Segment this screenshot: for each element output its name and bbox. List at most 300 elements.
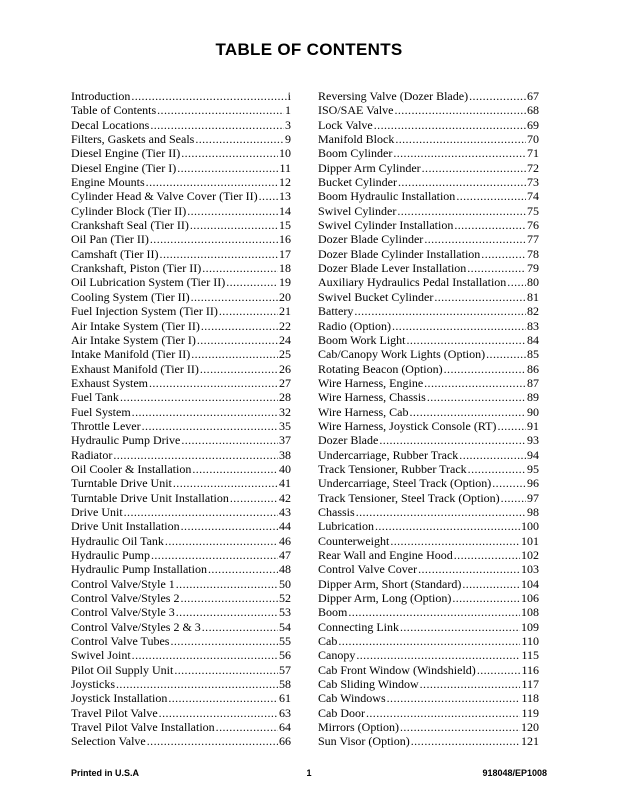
toc-entry-page: 55 bbox=[279, 634, 291, 649]
toc-entry-page: 32 bbox=[279, 404, 291, 419]
toc-entry bbox=[318, 448, 539, 462]
toc-entry-page: 19 bbox=[279, 275, 291, 290]
toc-entry bbox=[71, 562, 291, 576]
toc-entry-title: Boom bbox=[318, 605, 348, 620]
toc-entry bbox=[318, 362, 539, 376]
toc-entry-title: Turntable Drive Unit bbox=[71, 476, 172, 491]
toc-entry-title: Exhaust Manifold (Tier II) bbox=[71, 361, 199, 376]
toc-entry bbox=[71, 433, 291, 447]
toc-entry-page: 10 bbox=[279, 146, 291, 161]
toc-entry-page: 104 bbox=[521, 576, 539, 591]
toc-entry-title: Swivel Bucket Cylinder bbox=[318, 289, 434, 304]
toc-entry-page: 14 bbox=[279, 203, 291, 218]
dot-leader bbox=[395, 132, 526, 146]
toc-entry bbox=[318, 663, 539, 677]
toc-entry bbox=[71, 261, 291, 275]
toc-entry-page: 47 bbox=[279, 548, 291, 562]
footer-document-number: 918048/EP1008 bbox=[482, 768, 547, 778]
toc-entry-title: Dozer Blade Lever Installation bbox=[318, 261, 467, 276]
dot-leader bbox=[176, 605, 278, 619]
toc-entry bbox=[71, 304, 291, 318]
toc-entry-page: 15 bbox=[279, 218, 291, 233]
toc-entry-page: 40 bbox=[279, 461, 291, 476]
toc-entry-page: 58 bbox=[279, 677, 291, 692]
toc-entry-page: 35 bbox=[279, 418, 291, 433]
dot-leader bbox=[219, 304, 278, 318]
toc-entry-page: 28 bbox=[279, 390, 291, 405]
toc-entry-title: Decal Locations bbox=[71, 117, 150, 132]
toc-entry-page: 70 bbox=[527, 132, 539, 147]
toc-entry-title: Cylinder Block (Tier II) bbox=[71, 203, 187, 218]
toc-entry bbox=[318, 189, 539, 203]
toc-entry-page: 80 bbox=[527, 275, 539, 290]
toc-entry bbox=[318, 275, 539, 289]
toc-entry-title: Hydraulic Oil Tank bbox=[71, 533, 164, 548]
dot-leader bbox=[177, 161, 278, 175]
toc-entry-page: 37 bbox=[279, 433, 291, 448]
toc-entry-title: Fuel Injection System (Tier II) bbox=[71, 304, 218, 319]
toc-entry bbox=[71, 218, 291, 232]
toc-entry bbox=[318, 247, 539, 261]
toc-entry-title: Travel Pilot Valve Installation bbox=[71, 720, 215, 735]
dot-leader bbox=[160, 247, 278, 261]
toc-entry-title: Rear Wall and Engine Hood bbox=[318, 548, 453, 562]
toc-entry-title: Boom Work Light bbox=[318, 332, 406, 347]
toc-entry-title: Filters, Gaskets and Seals bbox=[71, 132, 195, 147]
toc-entry bbox=[71, 333, 291, 347]
toc-entry-page: 54 bbox=[279, 619, 291, 634]
toc-entry-title: Swivel Joint bbox=[71, 648, 131, 663]
toc-entry bbox=[71, 476, 291, 490]
toc-entry-title: Control Valve/Styles 2 bbox=[71, 591, 180, 606]
toc-entry-page: 12 bbox=[279, 175, 291, 190]
toc-entry-title: Diesel Engine (Tier II) bbox=[71, 146, 181, 161]
dot-leader bbox=[501, 491, 526, 505]
dot-leader bbox=[418, 562, 520, 576]
toc-entry-title: Drive Unit bbox=[71, 504, 123, 519]
toc-entry-title: Sun Visor (Option) bbox=[318, 734, 410, 749]
toc-entry bbox=[71, 319, 291, 333]
toc-entry bbox=[71, 605, 291, 619]
toc-entry-title: Radio (Option) bbox=[318, 318, 391, 333]
dot-leader bbox=[434, 290, 526, 304]
dot-leader bbox=[191, 290, 278, 304]
toc-entry bbox=[71, 362, 291, 376]
dot-leader bbox=[174, 663, 278, 677]
toc-entry-page: 27 bbox=[279, 375, 291, 390]
toc-entry bbox=[71, 491, 291, 505]
dot-leader bbox=[354, 304, 526, 318]
dot-leader bbox=[120, 390, 278, 404]
dot-leader bbox=[176, 577, 278, 591]
toc-entry bbox=[318, 706, 539, 720]
toc-entry-title: Radiator bbox=[71, 447, 113, 462]
toc-entry-page: 43 bbox=[279, 504, 291, 519]
toc-entry bbox=[71, 620, 291, 634]
toc-entry bbox=[318, 390, 539, 404]
toc-entry-page: 25 bbox=[279, 347, 291, 362]
toc-entry-title: Rotating Beacon (Option) bbox=[318, 361, 443, 376]
toc-entry bbox=[318, 347, 539, 361]
dot-leader bbox=[173, 476, 278, 490]
dot-leader bbox=[157, 103, 284, 117]
dot-leader bbox=[116, 677, 278, 691]
toc-entry bbox=[71, 691, 291, 705]
toc-entry-title: Air Intake System (Tier II) bbox=[71, 318, 200, 333]
toc-entry-title: Cylinder Head & Valve Cover (Tier II) bbox=[71, 189, 258, 204]
dot-leader bbox=[387, 691, 521, 705]
toc-entry bbox=[318, 218, 539, 232]
toc-entry bbox=[318, 720, 539, 734]
toc-entry-title: Boom Hydraulic Installation bbox=[318, 189, 456, 204]
dot-leader bbox=[356, 505, 526, 519]
toc-entry-page: 98 bbox=[527, 504, 539, 519]
toc-entry-page: 52 bbox=[279, 591, 291, 606]
toc-entry-page: 1 bbox=[285, 103, 291, 118]
dot-leader bbox=[202, 620, 278, 634]
toc-entry-title: Oil Lubrication System (Tier II) bbox=[71, 275, 226, 290]
toc-entry-title: Wire Harness, Joystick Console (RT) bbox=[318, 418, 497, 433]
toc-entry bbox=[318, 491, 539, 505]
toc-entry-page: 26 bbox=[279, 361, 291, 376]
toc-entry bbox=[318, 605, 539, 619]
dot-leader bbox=[226, 275, 278, 289]
toc-entry-page: 78 bbox=[527, 246, 539, 261]
toc-entry-title: Canopy bbox=[318, 648, 356, 663]
toc-entry-title: Dipper Arm, Short (Standard) bbox=[318, 576, 462, 591]
dot-leader bbox=[454, 218, 526, 232]
toc-entry-page: 56 bbox=[279, 648, 291, 663]
toc-entry bbox=[318, 562, 539, 576]
toc-entry-title: Diesel Engine (Tier I) bbox=[71, 160, 177, 175]
toc-entry-page: 74 bbox=[527, 189, 539, 204]
dot-leader bbox=[159, 706, 278, 720]
toc-entry bbox=[71, 677, 291, 691]
dot-leader bbox=[191, 347, 278, 361]
toc-entry-title: Engine Mounts bbox=[71, 175, 145, 190]
dot-leader bbox=[467, 261, 526, 275]
dot-leader bbox=[230, 491, 278, 505]
toc-entry bbox=[318, 161, 539, 175]
toc-entry-title: Manifold Block bbox=[318, 132, 395, 147]
dot-leader bbox=[181, 146, 278, 160]
toc-entry-page: 16 bbox=[279, 232, 291, 247]
toc-entry-page: 17 bbox=[279, 246, 291, 261]
toc-entry-title: Dipper Arm Cylinder bbox=[318, 160, 421, 175]
toc-entry bbox=[318, 376, 539, 390]
toc-entry-page: 76 bbox=[527, 218, 539, 233]
toc-entry bbox=[71, 204, 291, 218]
toc-entry-title: Wire Harness, Engine bbox=[318, 375, 424, 390]
toc-entry-title: Undercarriage, Steel Track (Option) bbox=[318, 476, 492, 491]
toc-entry bbox=[71, 448, 291, 462]
toc-entry-title: Lubrication bbox=[318, 519, 374, 534]
toc-entry bbox=[71, 290, 291, 304]
toc-entry-page: 42 bbox=[279, 490, 291, 505]
toc-entry-page: 81 bbox=[527, 289, 539, 304]
dot-leader bbox=[131, 89, 286, 103]
toc-entry-page: 66 bbox=[279, 734, 291, 749]
toc-entry bbox=[318, 648, 539, 662]
dot-leader bbox=[374, 118, 526, 132]
toc-entry bbox=[318, 577, 539, 591]
dot-leader bbox=[113, 448, 278, 462]
toc-entry bbox=[71, 146, 291, 160]
toc-entry-page: 101 bbox=[521, 533, 539, 548]
dot-leader bbox=[411, 734, 520, 748]
toc-entry-page: 100 bbox=[521, 519, 539, 534]
toc-entry bbox=[318, 462, 539, 476]
dot-leader bbox=[338, 634, 520, 648]
toc-entry-title: Mirrors (Option) bbox=[318, 720, 399, 735]
dot-leader bbox=[456, 189, 526, 203]
toc-entry bbox=[71, 577, 291, 591]
toc-entry bbox=[318, 290, 539, 304]
toc-entry-page: 64 bbox=[279, 720, 291, 735]
toc-entry bbox=[71, 161, 291, 175]
toc-entry-title: Cab/Canopy Work Lights (Option) bbox=[318, 347, 486, 362]
toc-entry-title: Intake Manifold (Tier II) bbox=[71, 347, 191, 362]
toc-entry-title: Cab Sliding Window bbox=[318, 677, 419, 692]
toc-entry bbox=[71, 232, 291, 246]
dot-leader bbox=[165, 534, 278, 548]
toc-entry-page: 121 bbox=[521, 734, 539, 749]
toc-entry-page: 91 bbox=[527, 418, 539, 433]
toc-entry-page: 115 bbox=[521, 648, 539, 663]
toc-entry-title: Joystick Installation bbox=[71, 691, 168, 706]
dot-leader bbox=[201, 319, 278, 333]
toc-entry-page: 110 bbox=[521, 634, 539, 649]
dot-leader bbox=[132, 648, 278, 662]
toc-entry bbox=[71, 519, 291, 533]
dot-leader bbox=[348, 605, 520, 619]
dot-leader bbox=[392, 319, 526, 333]
toc-entry bbox=[71, 118, 291, 132]
dot-leader bbox=[406, 333, 526, 347]
toc-entry-title: Battery bbox=[318, 304, 354, 319]
toc-entry bbox=[71, 189, 291, 203]
toc-entry-page: 44 bbox=[279, 519, 291, 534]
toc-entry-page: 97 bbox=[527, 490, 539, 505]
toc-entry bbox=[318, 548, 539, 562]
footer-page-number: 1 bbox=[306, 768, 312, 778]
toc-entry-page: 24 bbox=[279, 332, 291, 347]
toc-entry-title: Dozer Blade Cylinder bbox=[318, 232, 424, 247]
toc-entry-page: 118 bbox=[521, 691, 539, 706]
toc-entry-page: 108 bbox=[521, 605, 539, 620]
toc-entry bbox=[318, 534, 539, 548]
toc-entry-title: Swivel Cylinder bbox=[318, 203, 397, 218]
dot-leader bbox=[420, 677, 521, 691]
toc-entry bbox=[318, 519, 539, 533]
toc-entry-title: Oil Pan (Tier II) bbox=[71, 232, 149, 247]
dot-leader bbox=[444, 362, 526, 376]
dot-leader bbox=[190, 218, 278, 232]
toc-entry-title: Exhaust System bbox=[71, 375, 148, 390]
toc-entry-page: 84 bbox=[527, 332, 539, 347]
toc-entry bbox=[71, 347, 291, 361]
toc-entry-title: Cab bbox=[318, 634, 338, 649]
dot-leader bbox=[195, 132, 284, 146]
toc-entry-page: 72 bbox=[527, 160, 539, 175]
toc-entry bbox=[318, 232, 539, 246]
toc-entry-title: Fuel Tank bbox=[71, 390, 119, 405]
toc-entry-title: Dozer Blade Cylinder Installation bbox=[318, 246, 481, 261]
dot-leader bbox=[366, 706, 520, 720]
dot-leader bbox=[492, 476, 526, 490]
dot-leader bbox=[507, 275, 526, 289]
dot-leader bbox=[397, 204, 526, 218]
toc-entry bbox=[71, 419, 291, 433]
toc-entry-page: 95 bbox=[527, 461, 539, 476]
toc-entry-page: 77 bbox=[527, 232, 539, 247]
toc-entry-page: 120 bbox=[521, 720, 539, 735]
page-title: TABLE OF CONTENTS bbox=[215, 40, 403, 59]
toc-entry-page: 83 bbox=[527, 318, 539, 333]
toc-entry-title: Camshaft (Tier II) bbox=[71, 246, 159, 261]
toc-entry-page: 109 bbox=[521, 619, 539, 634]
toc-entry-page: 61 bbox=[279, 691, 291, 706]
dot-leader bbox=[259, 189, 278, 203]
dot-leader bbox=[216, 720, 278, 734]
toc-entry-title: Travel Pilot Valve bbox=[71, 705, 158, 720]
toc-entry-page: 53 bbox=[279, 605, 291, 620]
dot-leader bbox=[187, 204, 278, 218]
toc-entry-page: 106 bbox=[521, 591, 539, 606]
toc-entry bbox=[71, 648, 291, 662]
toc-entry bbox=[71, 405, 291, 419]
toc-entry-page: 3 bbox=[285, 117, 291, 132]
toc-entry-page: 89 bbox=[527, 390, 539, 405]
toc-entry-page: 117 bbox=[521, 677, 539, 692]
dot-leader bbox=[197, 333, 278, 347]
toc-entry-title: Auxiliary Hydraulics Pedal Installation bbox=[318, 275, 507, 290]
dot-leader bbox=[150, 232, 278, 246]
toc-entry-title: Boom Cylinder bbox=[318, 146, 393, 161]
toc-entry-page: 38 bbox=[279, 447, 291, 462]
dot-leader bbox=[394, 103, 526, 117]
toc-entry bbox=[318, 591, 539, 605]
toc-entry bbox=[71, 548, 291, 562]
toc-entry bbox=[318, 89, 539, 103]
toc-entry-title: Dozer Blade bbox=[318, 433, 379, 448]
dot-leader bbox=[151, 548, 278, 562]
toc-entry-page: 85 bbox=[527, 347, 539, 362]
toc-entry bbox=[318, 304, 539, 318]
toc-entry bbox=[71, 462, 291, 476]
dot-leader bbox=[356, 648, 520, 662]
toc-entry-title: Control Valve/Style 1 bbox=[71, 576, 175, 591]
toc-entry bbox=[71, 505, 291, 519]
toc-entry-title: Connecting Link bbox=[318, 619, 399, 634]
toc-entry-page: 13 bbox=[279, 189, 291, 204]
toc-entry bbox=[71, 734, 291, 748]
toc-entry-title: Pilot Oil Supply Unit bbox=[71, 662, 174, 677]
dot-leader bbox=[410, 405, 527, 419]
toc-entry-page: 71 bbox=[527, 146, 539, 161]
toc-entry-page: 50 bbox=[279, 576, 291, 591]
toc-entry bbox=[318, 175, 539, 189]
toc-entry-title: Swivel Cylinder Installation bbox=[318, 218, 454, 233]
toc-entry bbox=[318, 677, 539, 691]
dot-leader bbox=[398, 175, 526, 189]
dot-leader bbox=[424, 232, 526, 246]
toc-entry bbox=[71, 275, 291, 289]
toc-entry-page: 102 bbox=[521, 548, 539, 562]
toc-entry bbox=[71, 534, 291, 548]
toc-entry bbox=[318, 691, 539, 705]
toc-entry-title: Counterweight bbox=[318, 533, 390, 548]
toc-entry bbox=[71, 103, 291, 117]
toc-entry bbox=[71, 376, 291, 390]
toc-entry-page: 75 bbox=[527, 203, 539, 218]
toc-entry-title: Cooling System (Tier II) bbox=[71, 289, 190, 304]
toc-entry-page: 119 bbox=[521, 705, 539, 720]
dot-leader bbox=[375, 519, 520, 533]
toc-entry bbox=[71, 663, 291, 677]
toc-entry bbox=[318, 505, 539, 519]
toc-entry bbox=[71, 706, 291, 720]
dot-leader bbox=[150, 118, 284, 132]
toc-left-column bbox=[71, 89, 291, 749]
toc-entry bbox=[318, 204, 539, 218]
toc-entry-title: Air Intake System (Tier I) bbox=[71, 332, 196, 347]
toc-entry-title: Control Valve Cover bbox=[318, 562, 418, 577]
dot-leader bbox=[180, 591, 278, 605]
toc-entry-page: 11 bbox=[279, 160, 291, 175]
dot-leader bbox=[497, 419, 526, 433]
toc-entry-title: Crankshaft Seal (Tier II) bbox=[71, 218, 189, 233]
toc-entry-page: 46 bbox=[279, 533, 291, 548]
toc-entry-title: Drive Unit Installation bbox=[71, 519, 180, 534]
toc-entry-page: 90 bbox=[527, 404, 539, 419]
toc-entry-title: Dipper Arm, Long (Option) bbox=[318, 591, 452, 606]
toc-entry bbox=[318, 433, 539, 447]
toc-entry-page: 18 bbox=[279, 261, 291, 276]
toc-entry-page: 86 bbox=[527, 361, 539, 376]
dot-leader bbox=[390, 534, 520, 548]
dot-leader bbox=[168, 691, 278, 705]
toc-entry bbox=[71, 390, 291, 404]
toc-entry bbox=[318, 419, 539, 433]
toc-entry bbox=[71, 720, 291, 734]
toc-entry-title: Cab Front Window (Windshield) bbox=[318, 662, 476, 677]
toc-entry bbox=[71, 89, 291, 103]
dot-leader bbox=[477, 663, 521, 677]
toc-entry-page: 63 bbox=[279, 705, 291, 720]
toc-entry-title: Control Valve/Style 3 bbox=[71, 605, 175, 620]
toc-entry-title: Fuel System bbox=[71, 404, 131, 419]
toc-entry bbox=[318, 118, 539, 132]
toc-entry-title: ISO/SAE Valve bbox=[318, 103, 394, 118]
dot-leader bbox=[142, 419, 278, 433]
dot-leader bbox=[486, 347, 526, 361]
dot-leader bbox=[393, 146, 526, 160]
dot-leader bbox=[202, 261, 278, 275]
footer-printed-in: Printed in U.S.A bbox=[71, 768, 140, 778]
toc-entry-title: Turntable Drive Unit Installation bbox=[71, 490, 229, 505]
toc-entry-title: Hydraulic Pump Installation bbox=[71, 562, 207, 577]
toc-entry-title: Control Valve/Styles 2 & 3 bbox=[71, 619, 201, 634]
dot-leader bbox=[481, 247, 526, 261]
toc-entry bbox=[318, 103, 539, 117]
toc-entry bbox=[71, 132, 291, 146]
toc-entry-title: Selection Valve bbox=[71, 734, 146, 749]
dot-leader bbox=[468, 462, 526, 476]
dot-leader bbox=[200, 362, 278, 376]
toc-entry-title: Throttle Lever bbox=[71, 418, 141, 433]
toc-entry-page: 21 bbox=[279, 304, 291, 319]
